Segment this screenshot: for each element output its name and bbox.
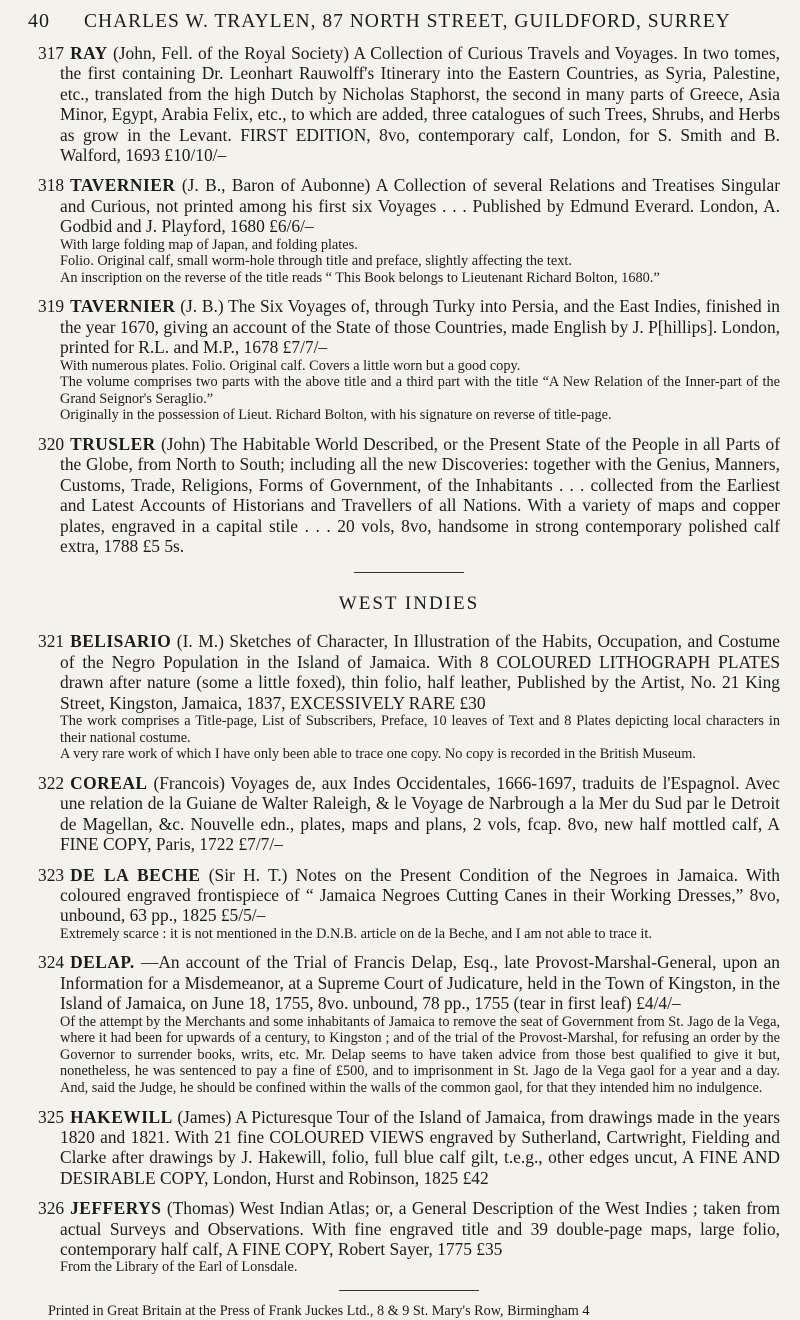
entry-author: JEFFERYS bbox=[70, 1198, 162, 1219]
entry-author: HAKEWILL bbox=[70, 1106, 173, 1127]
entry-author: COREAL bbox=[70, 772, 148, 793]
page-number: 40 bbox=[28, 10, 50, 32]
entry-author: RAY bbox=[70, 43, 108, 63]
entry-note: With large folding map of Japan, and folding plates. bbox=[60, 236, 358, 253]
entry-note: From the Library of the Earl of Lonsdale. bbox=[60, 1259, 298, 1276]
catalogue-entry-326 bbox=[38, 1198, 780, 1276]
entry-description bbox=[38, 1198, 780, 1259]
entry-note: Of the attempt by the Merchants and some inhabitants of Jamaica to remove the seat of Government from St. Jago de la Vega, where it had been for upwards of a century, to Kingston ; and of the trial of the Provost-Marshal, for refusing an order by the Governor to surrender books, writs, etc. Mr. Delap seems to have taken advice from those best qualified to give it but, nonetheless, he was sentenced to pay a fine of £500, and to imprisonment in St. Jago de la Vega gaol for a year and a day. And, said the Judge, he should be confined within the walls of the common gaol, for that they intended him no indulgence. bbox=[60, 1013, 780, 1096]
entry-description bbox=[38, 43, 780, 165]
catalogue-entry-319 bbox=[38, 296, 780, 424]
entry-note: The volume comprises two parts with the above title and a third part with the title “A New Relation of the Inner-part of the Grand Seignor's Seraglio.” bbox=[60, 374, 780, 407]
entry-description bbox=[38, 773, 780, 855]
entry-author: TAVERNIER bbox=[70, 296, 176, 317]
entry-note: The work comprises a Title-page, List of Subscribers, Preface, 10 leaves of Text and 8 Plates depicting local characters in their national costume. bbox=[60, 713, 780, 746]
entry-description bbox=[38, 1107, 780, 1189]
entry-text: (James) A Picturesque Tour of the Island of Jamaica, from drawings made in the years 1820 and 1821. With 21 fine COLOURED VIEWS engraved by Sutherland, Cartwright, Fielding and Clarke after drawings by J. Hakewill, folio, full blue calf gilt, t.e.g., other edges uncut, A FINE AND DESIRABLE COPY, London, Hurst and Robinson, 1825 £42 bbox=[60, 1106, 780, 1188]
page-header bbox=[28, 10, 780, 33]
entries-list-west-indies bbox=[38, 631, 780, 1275]
entry-description bbox=[38, 434, 780, 556]
entry-text: (Francois) Voyages de, aux Indes Occidentales, 1666-1697, traduits de l'Espagnol. Avec une relation de la Guiane de Walter Raleigh, & le Voyage de Narbrough a la Mer du Sud par le Detroit de Magellan, &c. Nouvelle edn., plates, maps and plans, 2 vols, fcap. 8vo, new half mottled calf, A FINE COPY, Paris, 1722 £7/7/– bbox=[60, 772, 780, 855]
section-title: WEST INDIES bbox=[338, 593, 480, 615]
entry-text: (John) The Habitable World Described, or the Present State of the People in all Parts of the Globe, from North to South; including all the new Discoveries: together with the Genius, Manners, Customs, Trade, Religions, Forms of Government, of the Inhabitants . . . collected from the Earliest and Latest Accounts of Historians and Travellers of all Nations. With a variety of maps and copper plates, engraved in a capital stile . . . 20 vols, 8vo, handsome in strong contemporary polished calf extra, 1788 £5 5s. bbox=[60, 434, 780, 557]
section-divider bbox=[354, 572, 464, 573]
entry-author: TAVERNIER bbox=[70, 175, 176, 196]
entry-description bbox=[38, 175, 780, 236]
entry-text: (John, Fell. of the Royal Society) A Collection of Curious Travels and Voyages. In two tomes, the first containing Dr. Leonhart Rauwolff's Itinerary into the Eastern Countries, as Syria, Palestine, etc., translated from the high Dutch by Nicholas Staphorst, the second in many parts of Greece, Asia Minor, Egypt, Arabia Felix, etc., to which are added, three catalogues of such Trees, Shrubs, and Herbs as grow in the Levant. FIRST EDITION, 8vo, contemporary calf, London, for S. Smith and B. Walford, 1693 £10/10/– bbox=[60, 43, 780, 166]
entry-note: With numerous plates. Folio. Original calf. Covers a little worn but a good copy. bbox=[60, 357, 521, 374]
entry-note: A very rare work of which I have only been able to trace one copy. No copy is recorded in the British Museum. bbox=[60, 746, 696, 763]
catalogue-entry-318 bbox=[38, 175, 780, 286]
entry-description bbox=[38, 865, 780, 926]
catalogue-entry-322 bbox=[38, 773, 780, 855]
catalogue-page bbox=[28, 10, 780, 1320]
entry-number: 319 bbox=[38, 296, 65, 317]
catalogue-entry-320 bbox=[38, 434, 780, 556]
entry-number: 323 bbox=[38, 864, 65, 885]
entry-text: (Thomas) West Indian Atlas; or, a General Description of the West Indies ; taken from actual Surveys and Observations. With fine engraved title and 39 double-page maps, large folio, contemporary half calf, A FINE COPY, Robert Sayer, 1775 £35 bbox=[60, 1198, 780, 1259]
entry-text: (J. B., Baron of Aubonne) A Collection of several Relations and Treatises Singular and Curious, not printed among his first six Voyages . . . Published by Edmund Everard. London, A. Godbid and J. Playford, 1680 £6/6/– bbox=[60, 175, 780, 237]
entry-description bbox=[38, 631, 780, 713]
entry-number: 322 bbox=[38, 772, 65, 793]
entry-number: 318 bbox=[38, 175, 65, 196]
catalogue-entry-325 bbox=[38, 1107, 780, 1189]
entry-number: 324 bbox=[38, 952, 65, 973]
catalogue-entry-321 bbox=[38, 631, 780, 762]
entry-description bbox=[38, 952, 780, 1013]
catalogue-entry-317 bbox=[38, 43, 780, 165]
entry-text: (J. B.) The Six Voyages of, through Turky into Persia, and the East Indies, finished in the year 1670, giving an account of the State of those Countries, made English by J. P[hillips]. London, printed for R.L. and M.P., 1678 £7/7/– bbox=[60, 296, 780, 358]
entries-list bbox=[38, 43, 780, 556]
entry-text: (Sir H. T.) Notes on the Present Condition of the Negroes in Jamaica. With coloured engraved frontispiece of “ Jamaica Negroes Cutting Canes in their Working Dresses,” 8vo, unbound, 63 pp., 1825 £5/5/– bbox=[60, 864, 780, 926]
entry-number: 326 bbox=[38, 1198, 65, 1219]
printer-footer: Printed in Great Britain at the Press of Frank Juckes Ltd., 8 & 9 St. Mary's Row, Birmingham 4 bbox=[48, 1302, 590, 1319]
entry-description bbox=[38, 296, 780, 357]
entry-author: DE LA BECHE bbox=[70, 864, 201, 885]
entry-note: Originally in the possession of Lieut. Richard Bolton, with his signature on reverse of title-page. bbox=[60, 407, 612, 424]
bookseller-address: CHARLES W. TRAYLEN, 87 NORTH STREET, GUILDFORD, SURREY bbox=[84, 11, 731, 32]
entry-number: 320 bbox=[38, 434, 65, 455]
entry-author: DELAP. bbox=[70, 952, 135, 973]
entry-number: 321 bbox=[38, 631, 65, 652]
entry-author: BELISARIO bbox=[70, 631, 172, 652]
entry-note: An inscription on the reverse of the title reads “ This Book belongs to Lieutenant Richard Bolton, 1680.” bbox=[60, 269, 660, 286]
footer-rule bbox=[339, 1290, 479, 1291]
entry-number: 325 bbox=[38, 1106, 65, 1127]
catalogue-entry-323 bbox=[38, 865, 780, 943]
entry-note: Extremely scarce : it is not mentioned in the D.N.B. article on de la Beche, and I am not able to trace it. bbox=[60, 925, 652, 942]
entry-author: TRUSLER bbox=[70, 434, 156, 455]
entry-text: —An account of the Trial of Francis Delap, Esq., late Provost-Marshal-General, upon an Information for a Misdemeanor, at a Supreme Court of Judicature, held in the Town of Kingston, in the Island of Jamaica, on June 18, 1755, 8vo. unbound, 78 pp., 1755 (tear in first leaf) £4/4/– bbox=[60, 952, 780, 1014]
entry-number: 317 bbox=[38, 43, 65, 63]
entry-note: Folio. Original calf, small worm-hole through title and preface, slightly affecting the text. bbox=[60, 253, 572, 270]
catalogue-entry-324 bbox=[38, 952, 780, 1096]
entry-text: (I. M.) Sketches of Character, In Illustration of the Habits, Occupation, and Costume of the Negro Population in the Island of Jamaica. With 8 COLOURED LITHOGRAPH PLATES drawn after nature (some a little foxed), thin folio, half leather, Published by the Artist, No. 21 King Street, Kingston, Jamaica, 1837, EXCESSIVELY RARE £30 bbox=[60, 631, 780, 713]
